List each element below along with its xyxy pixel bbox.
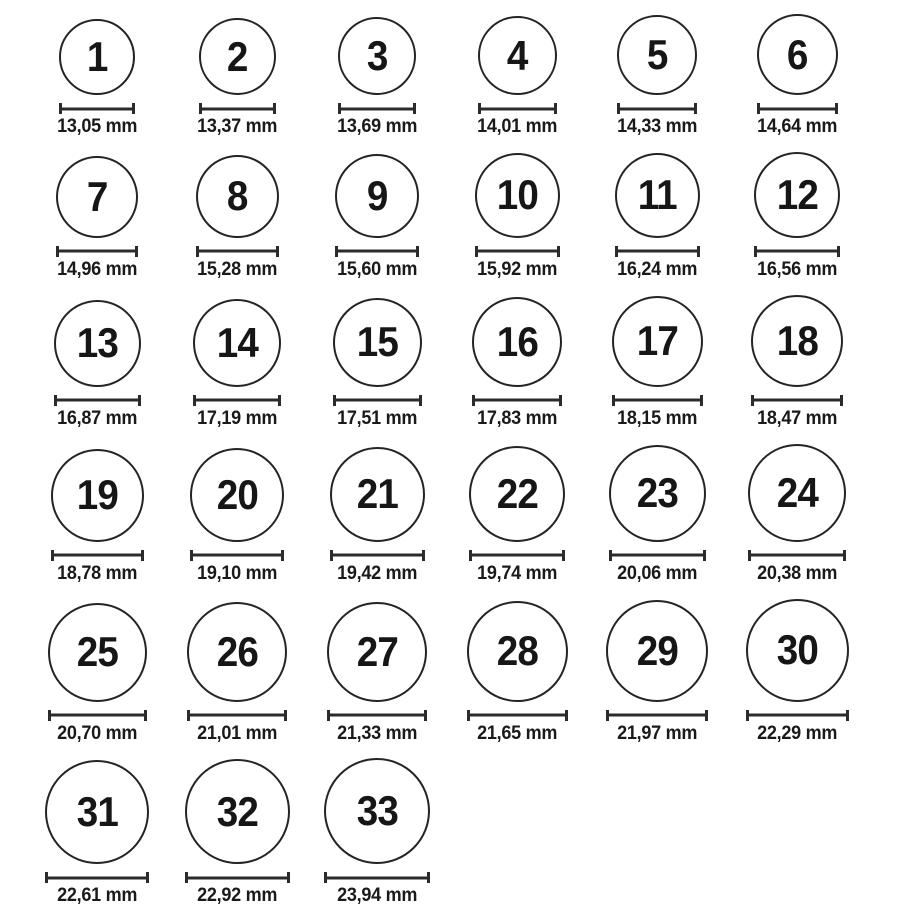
ring-size-item bbox=[195, 18, 279, 138]
diameter-label: 16,87 mm bbox=[56, 407, 138, 429]
diameter-dimension-line bbox=[193, 395, 281, 406]
ring-size-number: 9 bbox=[366, 171, 388, 219]
ring-size-item bbox=[754, 152, 840, 281]
ring-size-number: 29 bbox=[636, 626, 678, 674]
dimension-bar bbox=[751, 554, 843, 557]
ring-circle bbox=[609, 445, 706, 542]
ring-size-number: 24 bbox=[776, 468, 818, 516]
diameter-dimension-line bbox=[196, 246, 279, 257]
ring-size-item bbox=[190, 448, 284, 585]
dimension-bar bbox=[338, 250, 416, 253]
diameter-label: 20,38 mm bbox=[756, 562, 838, 584]
ring-circle bbox=[333, 298, 422, 387]
ring-circle bbox=[754, 152, 840, 238]
ring-size-item bbox=[467, 601, 568, 745]
ring-circle bbox=[54, 300, 141, 387]
dimension-bar bbox=[196, 399, 278, 402]
dimension-bar bbox=[620, 107, 694, 110]
dimension-bar bbox=[749, 714, 846, 717]
dimension-bar bbox=[327, 876, 427, 879]
ring-size-number: 11 bbox=[637, 171, 677, 219]
ring-circle bbox=[467, 601, 568, 702]
ring-size-number: 6 bbox=[786, 30, 808, 78]
dimension-bar bbox=[754, 399, 840, 402]
diameter-dimension-line bbox=[606, 710, 708, 721]
diameter-label: 21,97 mm bbox=[616, 722, 698, 744]
ring-size-number: 28 bbox=[496, 627, 538, 675]
diameter-label: 22,92 mm bbox=[196, 885, 278, 907]
diameter-dimension-line bbox=[45, 872, 149, 883]
ring-circle bbox=[48, 603, 147, 702]
ring-size-number: 26 bbox=[216, 627, 258, 675]
ring-size-number: 20 bbox=[216, 470, 258, 518]
ring-size-item bbox=[327, 602, 427, 745]
ring-size-number: 18 bbox=[776, 316, 818, 364]
diameter-label: 19,42 mm bbox=[336, 562, 418, 584]
ring-circle bbox=[475, 153, 560, 238]
diameter-dimension-line bbox=[746, 710, 849, 721]
ring-circle bbox=[338, 17, 416, 95]
ring-size-number: 4 bbox=[506, 31, 528, 79]
ring-size-number: 31 bbox=[76, 788, 118, 836]
ring-size-item bbox=[195, 155, 279, 281]
diameter-dimension-line bbox=[333, 395, 422, 406]
ring-size-item bbox=[335, 17, 419, 138]
diameter-dimension-line bbox=[475, 246, 560, 257]
diameter-label: 22,61 mm bbox=[56, 885, 138, 907]
ring-size-number: 30 bbox=[776, 626, 818, 674]
diameter-dimension-line bbox=[54, 395, 141, 406]
diameter-label: 15,28 mm bbox=[196, 258, 278, 280]
ring-circle bbox=[617, 15, 697, 95]
ring-size-item bbox=[330, 447, 425, 585]
dimension-bar bbox=[59, 250, 135, 253]
ring-circle bbox=[190, 448, 284, 542]
ring-size-number: 22 bbox=[496, 469, 538, 517]
dimension-bar bbox=[193, 554, 281, 557]
diameter-label: 14,33 mm bbox=[616, 116, 698, 137]
diameter-dimension-line bbox=[751, 395, 843, 406]
ring-size-item bbox=[469, 446, 565, 585]
dimension-bar bbox=[757, 250, 837, 253]
ring-size-number: 5 bbox=[646, 31, 668, 78]
ring-size-number: 2 bbox=[226, 32, 248, 80]
ring-size-item bbox=[612, 296, 703, 430]
ring-size-number: 8 bbox=[226, 172, 248, 220]
ring-circle bbox=[757, 14, 838, 95]
dimension-bar bbox=[609, 714, 705, 717]
ring-circle bbox=[324, 758, 430, 864]
ring-size-number: 14 bbox=[216, 318, 258, 366]
diameter-label: 15,92 mm bbox=[476, 258, 558, 280]
dimension-bar bbox=[188, 876, 287, 879]
ring-size-item bbox=[55, 156, 139, 281]
dimension-bar bbox=[472, 554, 562, 557]
ring-size-item bbox=[333, 298, 422, 430]
ring-size-item bbox=[472, 297, 562, 430]
ring-size-item bbox=[751, 295, 843, 430]
diameter-label: 14,01 mm bbox=[476, 116, 558, 137]
ring-size-number: 10 bbox=[496, 171, 538, 219]
ring-size-item bbox=[185, 759, 290, 907]
ring-size-item bbox=[45, 760, 149, 907]
diameter-dimension-line bbox=[185, 872, 290, 883]
ring-circle bbox=[335, 154, 419, 238]
dimension-bar bbox=[190, 714, 284, 717]
diameter-label: 14,96 mm bbox=[56, 258, 138, 280]
ring-size-number: 3 bbox=[366, 32, 388, 79]
ring-circle bbox=[187, 602, 287, 702]
diameter-label: 16,24 mm bbox=[616, 258, 698, 280]
diameter-label: 20,70 mm bbox=[56, 722, 138, 744]
diameter-label: 19,74 mm bbox=[476, 562, 558, 584]
ring-size-item bbox=[187, 602, 287, 745]
dimension-bar bbox=[202, 107, 273, 110]
ring-circle bbox=[478, 16, 557, 95]
diameter-dimension-line bbox=[748, 550, 846, 561]
ring-circle bbox=[612, 296, 703, 387]
diameter-label: 23,94 mm bbox=[336, 885, 418, 907]
ring-circle bbox=[327, 602, 427, 702]
diameter-label: 13,69 mm bbox=[336, 116, 418, 137]
ring-size-number: 1 bbox=[86, 33, 108, 80]
diameter-dimension-line bbox=[609, 550, 706, 561]
ring-circle bbox=[748, 444, 846, 542]
diameter-label: 21,01 mm bbox=[196, 722, 278, 744]
ring-size-item bbox=[746, 599, 849, 745]
dimension-bar bbox=[336, 399, 419, 402]
diameter-dimension-line bbox=[190, 550, 284, 561]
dimension-bar bbox=[199, 250, 276, 253]
ring-circle bbox=[472, 297, 562, 387]
diameter-dimension-line bbox=[615, 246, 700, 257]
dimension-bar bbox=[481, 107, 554, 110]
diameter-dimension-line bbox=[478, 103, 557, 114]
ring-size-number: 32 bbox=[216, 787, 258, 835]
diameter-label: 16,56 mm bbox=[756, 258, 838, 280]
ring-circle bbox=[56, 156, 138, 238]
dimension-bar bbox=[478, 250, 557, 253]
diameter-dimension-line bbox=[59, 103, 135, 114]
ring-size-item bbox=[324, 758, 430, 907]
diameter-dimension-line bbox=[330, 550, 425, 561]
ring-size-item bbox=[48, 603, 147, 745]
ring-size-item bbox=[51, 449, 144, 585]
diameter-dimension-line bbox=[472, 395, 562, 406]
diameter-label: 22,29 mm bbox=[756, 722, 838, 744]
ring-size-number: 7 bbox=[86, 172, 108, 220]
dimension-bar bbox=[618, 250, 697, 253]
ring-circle bbox=[45, 760, 149, 864]
ring-circle bbox=[606, 600, 708, 702]
dimension-bar bbox=[62, 107, 132, 110]
diameter-dimension-line bbox=[199, 103, 276, 114]
diameter-label: 14,64 mm bbox=[756, 116, 838, 137]
ring-size-number: 12 bbox=[776, 170, 818, 218]
dimension-bar bbox=[333, 554, 422, 557]
dimension-bar bbox=[475, 399, 559, 402]
diameter-dimension-line bbox=[469, 550, 565, 561]
ring-circle bbox=[185, 759, 290, 864]
ring-size-item bbox=[606, 600, 708, 745]
ring-size-number: 21 bbox=[356, 470, 398, 518]
ring-size-item bbox=[55, 19, 139, 138]
diameter-dimension-line bbox=[48, 710, 147, 721]
dimension-bar bbox=[54, 554, 141, 557]
ring-circle bbox=[746, 599, 849, 702]
diameter-dimension-line bbox=[757, 103, 838, 114]
diameter-label: 13,37 mm bbox=[196, 116, 278, 137]
ring-circle bbox=[193, 299, 281, 387]
ring-size-item bbox=[755, 14, 839, 138]
diameter-label: 20,06 mm bbox=[616, 562, 698, 584]
diameter-label: 15,60 mm bbox=[336, 258, 418, 280]
ring-size-number: 25 bbox=[76, 628, 118, 676]
dimension-bar bbox=[57, 399, 138, 402]
ring-size-item bbox=[54, 300, 141, 430]
diameter-label: 18,47 mm bbox=[756, 407, 838, 429]
ring-size-number: 16 bbox=[496, 317, 538, 365]
ring-circle bbox=[51, 449, 144, 542]
ring-size-number: 27 bbox=[356, 627, 398, 675]
ring-size-number: 17 bbox=[636, 317, 678, 365]
ring-size-item bbox=[335, 154, 419, 281]
diameter-dimension-line bbox=[56, 246, 138, 257]
diameter-label: 18,15 mm bbox=[616, 407, 698, 429]
dimension-bar bbox=[330, 714, 424, 717]
ring-size-number: 15 bbox=[356, 318, 398, 366]
dimension-bar bbox=[760, 107, 835, 110]
ring-circle bbox=[615, 153, 700, 238]
ring-size-item bbox=[615, 15, 699, 138]
dimension-bar bbox=[48, 876, 146, 879]
diameter-label: 17,51 mm bbox=[336, 407, 418, 429]
diameter-dimension-line bbox=[335, 246, 419, 257]
ring-circle bbox=[59, 19, 135, 95]
diameter-dimension-line bbox=[51, 550, 144, 561]
diameter-dimension-line bbox=[324, 872, 430, 883]
ring-size-item bbox=[609, 445, 706, 585]
diameter-label: 17,83 mm bbox=[476, 407, 558, 429]
ring-size-item bbox=[475, 153, 560, 281]
diameter-label: 19,10 mm bbox=[196, 562, 278, 584]
ring-circle bbox=[330, 447, 425, 542]
ring-size-number: 13 bbox=[76, 319, 118, 367]
ring-circle bbox=[196, 155, 279, 238]
diameter-dimension-line bbox=[467, 710, 568, 721]
ring-size-item bbox=[193, 299, 281, 430]
diameter-dimension-line bbox=[617, 103, 697, 114]
diameter-dimension-line bbox=[187, 710, 287, 721]
diameter-dimension-line bbox=[338, 103, 416, 114]
diameter-dimension-line bbox=[754, 246, 840, 257]
dimension-bar bbox=[615, 399, 700, 402]
dimension-bar bbox=[470, 714, 565, 717]
diameter-label: 18,78 mm bbox=[56, 562, 138, 584]
ring-circle bbox=[751, 295, 843, 387]
diameter-dimension-line bbox=[327, 710, 427, 721]
diameter-label: 17,19 mm bbox=[196, 407, 278, 429]
ring-size-number: 23 bbox=[636, 469, 678, 517]
diameter-label: 21,65 mm bbox=[476, 722, 558, 744]
ring-size-item bbox=[615, 153, 700, 281]
diameter-label: 13,05 mm bbox=[56, 116, 138, 137]
ring-size-number: 19 bbox=[76, 471, 118, 519]
ring-size-number: 33 bbox=[356, 787, 398, 835]
ring-circle bbox=[199, 18, 276, 95]
ring-circle bbox=[469, 446, 565, 542]
diameter-dimension-line bbox=[612, 395, 703, 406]
ring-size-item bbox=[748, 444, 846, 585]
dimension-bar bbox=[51, 714, 144, 717]
ring-size-item bbox=[475, 16, 559, 138]
dimension-bar bbox=[612, 554, 703, 557]
diameter-label: 21,33 mm bbox=[336, 722, 418, 744]
dimension-bar bbox=[341, 107, 413, 110]
